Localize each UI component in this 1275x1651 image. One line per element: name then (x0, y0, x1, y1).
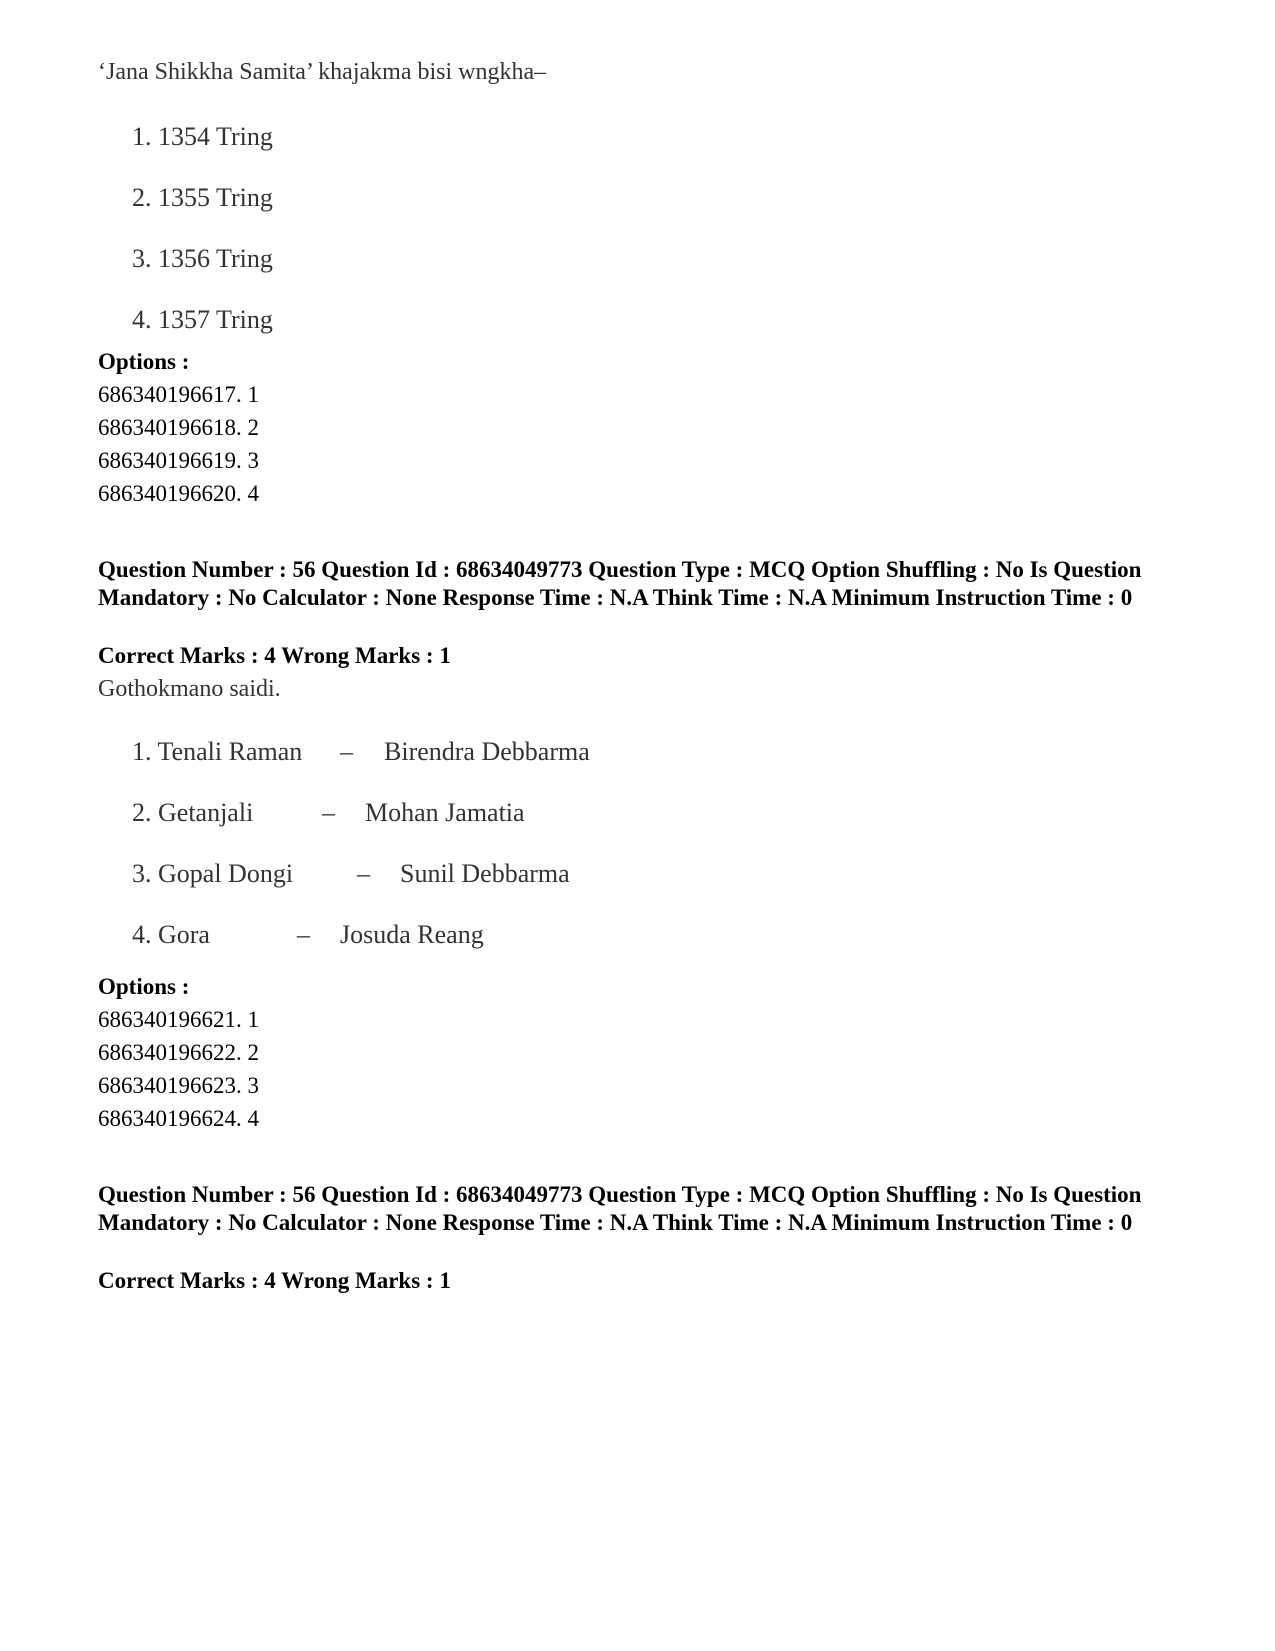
match-left: 2. Getanjali (132, 798, 254, 827)
option-item: 686340196618. 2 (98, 415, 259, 440)
match-right: Sunil Debbarma (400, 859, 570, 888)
option-item: 686340196622. 2 (98, 1040, 259, 1065)
option-item: 686340196621. 1 (98, 1007, 259, 1032)
option-item: 686340196620. 4 (98, 481, 259, 506)
question-meta: Question Number : 56 Question Id : 68634049773 Question Type : MCQ Option Shuffling : No Is Question Mandatory : No Calculator : None Response Time : N.A Think Time : N.A Minimum Instruction Time : 0 (98, 1182, 1142, 1235)
option-item: 686340196617. 1 (98, 382, 259, 407)
option-item: 686340196619. 3 (98, 448, 259, 473)
question-meta: Question Number : 56 Question Id : 68634049773 Question Type : MCQ Option Shuffling : No Is Question Mandatory : No Calculator : None Response Time : N.A Think Time : N.A Minimum Instruction Time : 0 (98, 557, 1142, 610)
question-stem: Gothokmano saidi. (98, 676, 281, 702)
match-left: 1. Tenali Raman (132, 737, 303, 766)
option-item: 686340196624. 4 (98, 1106, 259, 1131)
match-left: 4. Gora (132, 920, 210, 949)
question-item-1: 1. 1354 Tring (132, 122, 273, 151)
marks-info: Correct Marks : 4 Wrong Marks : 1 (98, 1268, 451, 1293)
match-dash: – (340, 737, 353, 766)
question-item-2: 2. 1355 Tring (132, 183, 273, 212)
match-dash: – (297, 920, 310, 949)
question-stem: ‘Jana Shikkha Samita’ khajakma bisi wngkha– (98, 59, 547, 85)
marks-info: Correct Marks : 4 Wrong Marks : 1 (98, 643, 451, 668)
match-right: Birendra Debbarma (384, 737, 590, 766)
match-dash: – (357, 859, 370, 888)
options-label: Options : (98, 974, 190, 999)
option-item: 686340196623. 3 (98, 1073, 259, 1098)
question-item-3: 3. 1356 Tring (132, 244, 273, 273)
options-label: Options : (98, 349, 190, 374)
match-dash: – (322, 798, 335, 827)
match-left: 3. Gopal Dongi (132, 859, 294, 888)
question-item-4: 4. 1357 Tring (132, 305, 273, 334)
match-right: Josuda Reang (340, 920, 484, 949)
match-right: Mohan Jamatia (365, 798, 525, 827)
